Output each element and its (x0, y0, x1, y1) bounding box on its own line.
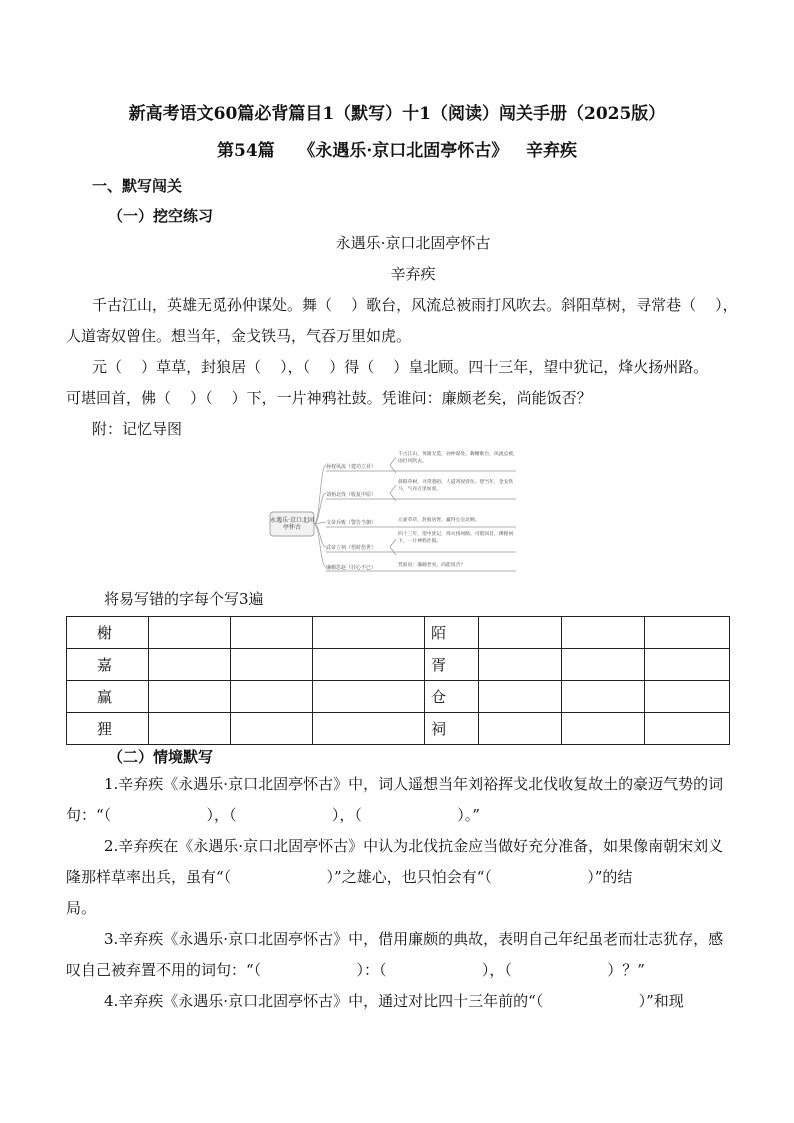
practice-char: 嘉 (67, 649, 149, 681)
mindmap-branch-label: 廉颇思赵（壮心不已） (326, 565, 377, 571)
writing-cell[interactable] (149, 649, 231, 681)
writing-cell[interactable] (313, 617, 425, 649)
page-title: 新高考语文60篇必背篇目1（默写）十1（阅读）闯关手册（2025版） (128, 104, 666, 124)
writing-cell[interactable] (645, 649, 730, 681)
writing-cell[interactable] (479, 617, 562, 649)
poem-title: 永遇乐·京口北固亭怀古 (335, 234, 491, 252)
writing-cell[interactable] (645, 681, 730, 713)
question-line: 句：“（ ），（ ），（ ）。” (66, 806, 480, 824)
mindmap-image (268, 449, 520, 575)
practice-table (66, 616, 730, 745)
part2-heading: （二）情境默写 (108, 748, 214, 766)
question-line: 4.辛弃疾《永遇乐·京口北固亭怀古》中，通过对比四十三年前的“（ ）”和现 (104, 992, 684, 1010)
writing-cell[interactable] (645, 617, 730, 649)
mindmap-branch-label: 孙权风流（建功立业） (326, 464, 377, 470)
writing-cell[interactable] (231, 681, 313, 713)
table-row (67, 713, 730, 745)
writing-cell[interactable] (562, 617, 645, 649)
question-line: 叹自己被弃置不用的词句：“（ ）：（ ），（ ）？” (66, 961, 645, 979)
poem-author: 辛弃疾 (390, 265, 436, 283)
writing-cell[interactable] (149, 713, 231, 745)
mindmap-caption: 附：记忆导图 (92, 420, 183, 438)
mindmap-branch-text: 斜阳草树，寻常巷陌，人道寄奴曾住。想当年，金戈铁马，气吞万里如虎。 (398, 480, 514, 492)
poem-line: 可堪回首，佛（ ）（ ）下，一片神鸦社鼓。凭谁问：廉颇老矣，尚能饭否？ (66, 389, 592, 407)
writing-cell[interactable] (479, 649, 562, 681)
question-line: 3.辛弃疾《永遇乐·京口北固亭怀古》中，借用廉颇的典故，表明自己年纪虽老而壮志犹存，感 (104, 930, 724, 948)
practice-char: 胥 (425, 649, 479, 681)
mindmap-branch-text: 元嘉草草，封狼居胥，赢得仓皇北顾。 (398, 518, 480, 523)
practice-char: 赢 (67, 681, 149, 713)
table-row (67, 681, 730, 713)
writing-cell[interactable] (562, 649, 645, 681)
poem-line: 元（ ）草草，封狼居（ ），（ ）得（ ）皇北顾。四十三年，望中犹记，烽火扬州路。 (92, 358, 709, 376)
writing-cell[interactable] (313, 713, 425, 745)
writing-cell[interactable] (313, 649, 425, 681)
writing-cell[interactable] (313, 681, 425, 713)
practice-char: 榭 (67, 617, 149, 649)
practice-char: 仓 (425, 681, 479, 713)
poem-line: 人道寄奴曾住。想当年，金戈铁马，气吞万里如虎。 (66, 327, 412, 345)
writing-cell[interactable] (645, 713, 730, 745)
mindmap-branch-text: 凭谁问：廉颇老矣，尚能饭否？ (398, 563, 466, 568)
mindmap-branch-label: 武帝立祠（悟时伤世） (326, 545, 377, 551)
practice-char: 陌 (425, 617, 479, 649)
part1-heading: （一）挖空练习 (108, 207, 214, 225)
mindmap-branch-label: 刘裕北伐（收复中原） (326, 492, 377, 498)
mindmap-branch-text: 千古江山，英雄无觅，孙仲谋处。舞榭歌台，风流总被，雨打风吹去。 (398, 452, 518, 464)
table-row (67, 649, 730, 681)
writing-cell[interactable] (149, 617, 231, 649)
writing-cell[interactable] (231, 617, 313, 649)
question-line: 2.辛弃疾在《永遇乐·京口北固亭怀古》中认为北伐抗金应当做好充分准备，如果像南朝宋刘义 (104, 837, 724, 855)
mindmap-branch-text: 四十三年，望中犹记，烽火扬州路。可堪回首，佛狸祠下，一片神鸦社鼓。 (398, 532, 514, 544)
question-line: 局。 (66, 899, 97, 917)
question-line: 隆那样草率出兵，虽有“（ ）”之雄心，也只怕会有“（ ）”的结 (66, 868, 633, 886)
writing-cell[interactable] (479, 713, 562, 745)
writing-cell[interactable] (562, 713, 645, 745)
practice-char: 狸 (67, 713, 149, 745)
mindmap-branch-label: 文帝兵败（警告当朝） (326, 520, 377, 526)
writing-cell[interactable] (562, 681, 645, 713)
writing-cell[interactable] (231, 713, 313, 745)
table-row (67, 617, 730, 649)
writing-cell[interactable] (149, 681, 231, 713)
mindmap-root: 永遇乐·京口北固亭怀古 (270, 517, 314, 531)
writing-cell[interactable] (479, 681, 562, 713)
section-heading: 一、默写闯关 (92, 177, 183, 195)
question-line: 1.辛弃疾《永遇乐·京口北固亭怀古》中，词人遥想当年刘裕挥戈北伐收复故土的豪迈气势的词 (104, 775, 724, 793)
practice-caption: 将易写错的字每个写3遍 (104, 590, 264, 608)
page-subtitle: 第54篇 《永遇乐·京口北固亭怀古》 辛弃疾 (216, 141, 577, 161)
writing-cell[interactable] (231, 649, 313, 681)
poem-line: 千古江山，英雄无觅孙仲谋处。舞（ ）歌台，风流总被雨打风吹去。斜阳草树，寻常巷（ ）， (92, 296, 738, 314)
practice-char: 祠 (425, 713, 479, 745)
